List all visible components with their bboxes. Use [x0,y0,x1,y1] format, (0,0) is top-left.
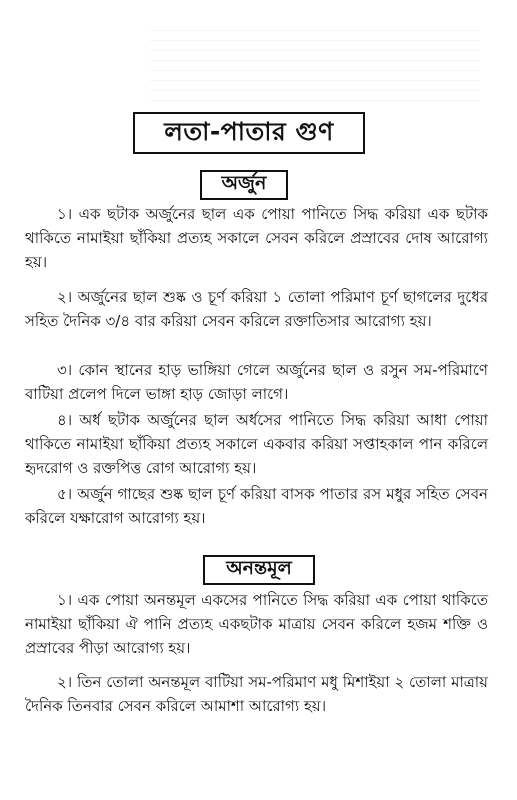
arjun-item-2: ২। অর্জুনের ছাল শুষ্ক ও চূর্ণ করিয়া ১ তোলা পরিমাণ চূর্ণ ছাগলের দুধের সহিত দৈনিক ৩/৪ বার করিয়া সেবন করিলে রক্তাতিসার আরোগ্য হয়। [25,288,488,330]
anantamul-item-2: ২। তিন তোলা অনন্তমূল বাটিয়া সম-পরিমাণ মধু মিশাইয়া ২ তোলা মাত্রায় দৈনিক তিনবার সেবন করিলে আমাশা আরোগ্য হয়। [25,673,488,715]
show-through-text [150,30,480,110]
arjun-item-3: ৩। কোন স্থানের হাড় ভাঙ্গিয়া গেলে অর্জুনের ছাল ও রসুন সম-পরিমাণে বাটিয়া প্রলেপ দিলে ভাঙ্গা হাড় জোড়া লাগে। [25,361,488,403]
page-title: লতা-পাতার গুণ [133,112,365,154]
arjun-item-1: ১। এক ছটাক অর্জুনের ছাল এক পোয়া পানিতে সিদ্ধ করিয়া এক ছটাক থাকিতে নামাইয়া ছাঁকিয়া প্রত্যহ সকালে সেবন করিলে প্রস্রাবের দোষ আরোগ্য হয়। [25,205,488,271]
section-heading-anantamul: অনন্তমূল [203,555,315,585]
anantamul-item-1: ১। এক পোয়া অনন্তমূল একসের পানিতে সিদ্ধ করিয়া এক পোয়া থাকিতে নামাইয়া ছাঁকিয়া ঐ পানি প্রত্যহ একছটাক মাত্রায় সেবন করিলে হজম শক্তি ও প্রস্রাবের পীড়া আরোগ্য হয়। [25,591,488,657]
section-heading-arjun: অর্জুন [200,170,288,200]
arjun-item-5: ৫। অর্জুন গাছের শুষ্ক ছাল চূর্ণ করিয়া বাসক পাতার রস মধুর সহিত সেবন করিলে যক্ষারোগ আরোগ্য হয়। [25,485,488,527]
arjun-item-4: ৪। অর্ধ ছটাক অর্জুনের ছাল অর্ধসের পানিতে সিদ্ধ করিয়া আধা পোয়া থাকিতে নামাইয়া ছাঁকিয়া প্রত্যহ সকালে একবার করিয়া সপ্তাহকাল পান করিলে হৃদরোগ ও রক্তপিত্ত রোগ আরোগ্য হয়। [25,411,488,477]
